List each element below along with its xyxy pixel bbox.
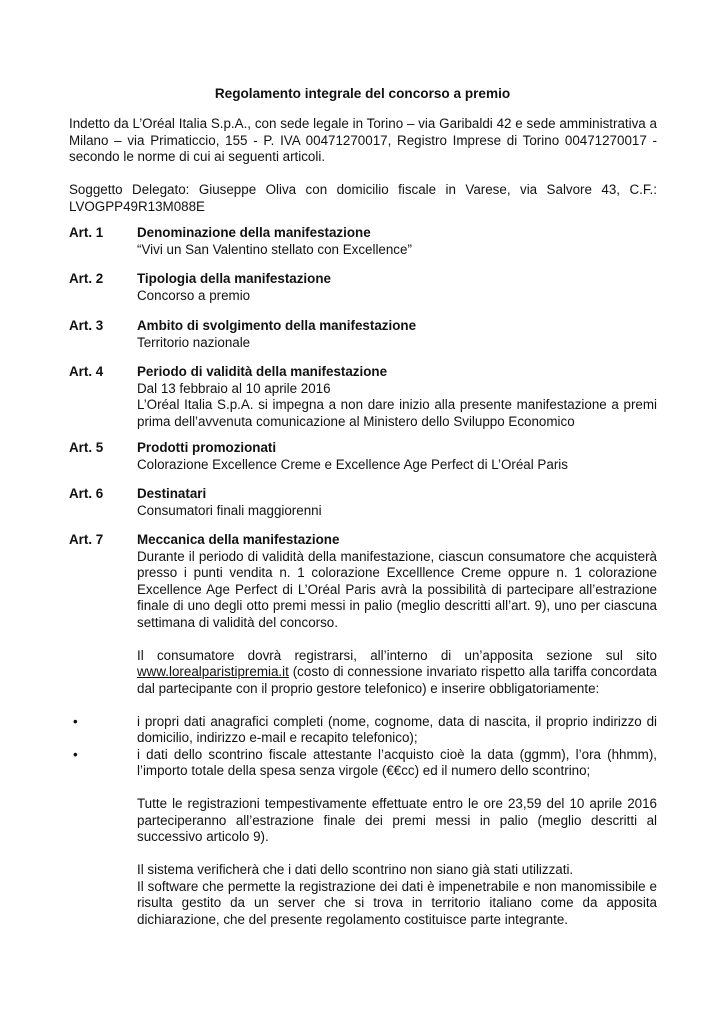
article-number: Art. 7 [69, 532, 104, 547]
article-heading: Tipologia della manifestazione [137, 271, 331, 286]
list-item [73, 713, 657, 747]
article-paragraph: Il software che permette la registrazione dei dati è impenetrabile e non manomissibile e risulta gestito da un server che si trova in territorio italiano come da apposita dichiarazione, che del presente regolamento costituisce parte integrante. [137, 878, 657, 927]
list-item-text: i dati dello scontrino fiscale attestante l’acquisto cioè la data (ggmm), l’ora (hhmm), l’importo totale della spesa senza virgole (€€cc) ed il numero dello scontrino; [137, 746, 657, 778]
article-number: Art. 2 [69, 271, 104, 286]
article-text: Concorso a premio [137, 287, 251, 303]
article-heading: Denominazione della manifestazione [137, 225, 371, 240]
list-item [73, 746, 657, 780]
bullet-icon: • [73, 746, 78, 762]
article-text: “Vivi un San Valentino stellato con Excellence” [137, 241, 412, 257]
article-heading: Periodo di validità della manifestazione [137, 364, 388, 379]
article-text: Consumatori finali maggiorenni [137, 502, 322, 518]
bullet-icon: • [73, 713, 78, 729]
article-paragraph: Il sistema verificherà che i dati dello scontrino non siano già stati utilizzati. [137, 862, 574, 877]
delegate-paragraph: Soggetto Delegato: Giuseppe Oliva con domicilio fiscale in Varese, via Salvore 43, C.F.: LVOGPP49R13M088E [69, 182, 657, 214]
registration-paragraph [137, 648, 657, 698]
article-heading: Ambito di svolgimento della manifestazione [137, 318, 417, 333]
registration-text-before: Il consumatore dovrà registrarsi, all’interno di un’apposita sezione sul sito [137, 647, 657, 663]
article-text: L’Oréal Italia S.p.A. si impegna a non dare inizio alla presente manifestazione a premi prima dell’avvenuta comunicazione al Ministero dello Sviluppo Economico [137, 397, 657, 429]
article-number: Art. 5 [69, 440, 104, 455]
article-number: Art. 6 [69, 486, 104, 501]
article-paragraph: Tutte le registrazioni tempestivamente effettuate entro le ore 23,59 del 10 aprile 2016 parteciperanno all’estrazione finale dei premi messi in palio (meglio descritti al successivo articolo 9). [137, 796, 657, 844]
article-heading: Meccanica della manifestazione [137, 532, 340, 547]
registration-text-after: (costo di connessione invariato rispetto alla tariffa concordata dal partecipante con il proprio gestore telefonico) e inserire obbligatoriamente: [137, 664, 657, 696]
document-title: Regolamento integrale del concorso a premio [214, 86, 511, 101]
website-link[interactable]: www.lorealparistipremia.it [137, 664, 289, 679]
intro-paragraph: Indetto da L’Oréal Italia S.p.A., con sede legale in Torino – via Garibaldi 42 e sede amministrativa a Milano – via Primaticcio, 155 - P. IVA 00471270017, Registro Imprese di Torino 00471270017 - secondo le norme di cui ai seguenti articoli. [69, 116, 657, 164]
article-heading: Prodotti promozionati [137, 440, 277, 455]
article-heading: Destinatari [137, 486, 207, 501]
article-number: Art. 4 [69, 364, 104, 379]
article-text: Territorio nazionale [137, 334, 251, 350]
article-text: Dal 13 febbraio al 10 aprile 2016 [137, 380, 331, 396]
article-number: Art. 1 [69, 225, 104, 240]
article-text: Colorazione Excellence Creme e Excellence Age Perfect di L’Oréal Paris [137, 456, 568, 472]
article-paragraph: Durante il periodo di validità della manifestazione, ciascun consumatore che acquisterà presso i punti vendita n. 1 colorazione Excelllence Creme oppure n. 1 colorazione Excellence Age Perfect di L’Oréal Paris avrà la possibilità di partecipare all’estrazione finale di uno degli otto premi messi in palio (meglio descritti all’art. 9), uno per ciascuna settimana di validità del concorso. [137, 548, 657, 630]
article-number: Art. 3 [69, 318, 104, 333]
list-item-text: i propri dati anagrafici completi (nome, cognome, data di nascita, il proprio indirizzo di domicilio, indirizzo e-mail e recapito telefonico); [137, 713, 657, 745]
